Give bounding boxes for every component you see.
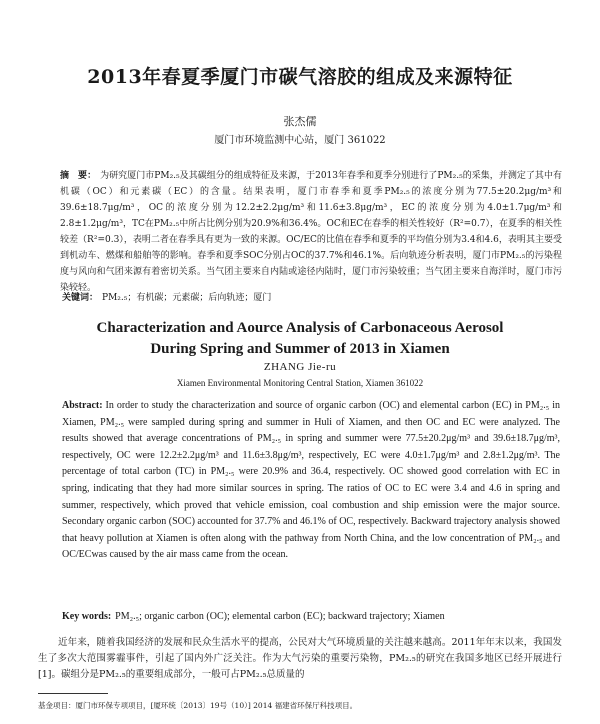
english-affiliation: Xiamen Environmental Monitoring Central Station, Xiamen 361022 <box>176 378 424 388</box>
chinese-keywords <box>62 290 562 303</box>
english-keywords-text: PM₂.₅; organic carbon (OC); elemental carbon (EC); backward trajectory; Xiamen <box>115 611 445 622</box>
footnote: 基金项目：厦门市环保专项项目，[厦环统〔2013〕19号（10）] 2014 福建省环保厅科技项目。 <box>38 701 358 710</box>
introduction-paragraph: 近年来，随着我国经济的发展和民众生活水平的提高，公民对大气环境质量的关注越来越高。2011年年末以来，我国发生了多次大范围雾霾事件，引起了国内外广泛关注。作为大气污染的重要污染物，PM₂.₅的研究在我国多地区已经开展进行[1]。碳组分是PM₂.₅的重要组成部分，一般可占PM₂.₅总质量的 <box>38 637 562 680</box>
english-title-line-1: Characterization and Aource Analysis of Carbonaceous Aerosol <box>96 320 504 336</box>
english-abstract-label: Abstract: <box>62 400 103 411</box>
chinese-abstract <box>60 168 562 296</box>
english-keywords-label: Key words: <box>62 611 112 622</box>
chinese-keywords-text: PM₂.₅；有机碳；元素碳；后向轨迹；厦门 <box>102 293 272 303</box>
english-abstract <box>62 398 560 564</box>
chinese-author: 张杰儒 <box>283 115 317 128</box>
english-title <box>40 318 560 360</box>
chinese-keywords-label: 关键词： <box>62 293 99 303</box>
english-title-line-2: During Spring and Summer of 2013 in Xiamen <box>150 341 450 357</box>
footnote-divider <box>38 693 108 694</box>
chinese-title: 2013年春夏季厦门市碳气溶胶的组成及来源特征 <box>87 66 513 88</box>
chinese-abstract-text: 为研究厦门市PM₂.₅及其碳组分的组成特征及来源，于2013年春季和夏季分别进行了PM₂.₅的采集，并测定了其中有机碳（OC）和元素碳（EC）的含量。结果表明，厦门市春季和夏季PM₂.₅的浓度分别为77.5±20.2μg/m³和39.6±18.7μg/m³，OC的浓度分别为12.2±2.2μg/m³和11.6±3.8μg/m³，EC的浓度分别为4.0±1.7μg/m³和2.8±1.2μg/m³，TC在PM₂.₅中所占比例分别为20.9%和36.4%。OC和EC在春季的相关性较好（R²=0.7），在夏季的相关性较差（R²=0.3），表明二者在春季具有更为一致的来源。OC/EC的比值在春季和夏季的平均值分别为3.4和4.6，表明其主要受到机动车、燃煤和船舶等的影响。春季和夏季SOC分别占OC的37.7%和46.1%。后向轨迹分析表明，厦门市PM₂.₅的污染程度与风向和气团来源有着密切关系。当气团主要来自内陆或途径内陆时，厦门市污染较重；当气团主要来自海洋时，厦门市污染较轻。 <box>60 171 562 293</box>
english-author: ZHANG Jie-ru <box>263 361 337 373</box>
chinese-abstract-label: 摘 要： <box>60 171 97 181</box>
english-keywords <box>62 611 560 622</box>
chinese-affiliation: 厦门市环境监测中心站，厦门 361022 <box>214 135 386 146</box>
english-abstract-text: In order to study the characterization and source of organic carbon (OC) and elemental carbon (EC) in PM₂.₅ in Xiamen, PM₂.₅ were sampled during spring and summer in Huli of Xiamen, and then OC and EC were analyzed. The results showed that average concentrations of PM₂.₅ in spring and summer were 77.5±20.2μg/m³ and 39.6±18.7μg/m³, respectively, OC were 12.2±2.2μg/m³ and 11.6±3.8μg/m³, respectively, EC were 4.0±1.7μg/m³ and 2.8±1.2μg/m³. The percentage of total carbon (TC) in PM₂.₅ were 20.9% and 36.4, respectively. OC showed good correlation with EC in spring, indicating that they had more similar sources in spring. The ratios of OC to EC were 3.4 and 4.6 in spring and summer, respectively, which proved that vehicle emission, coal combustion and ship emission were the major source. Secondary organic carbon (SOC) accounted for 37.7% and 46.1% of OC, respectively. Backward trajectory analysis showed that heavy pollution at Xiamen is often along with the pathway from North China, and the low concentration of PM₂.₅ and OC/ECwas caused by the air mass came from the ocean. <box>62 400 560 561</box>
